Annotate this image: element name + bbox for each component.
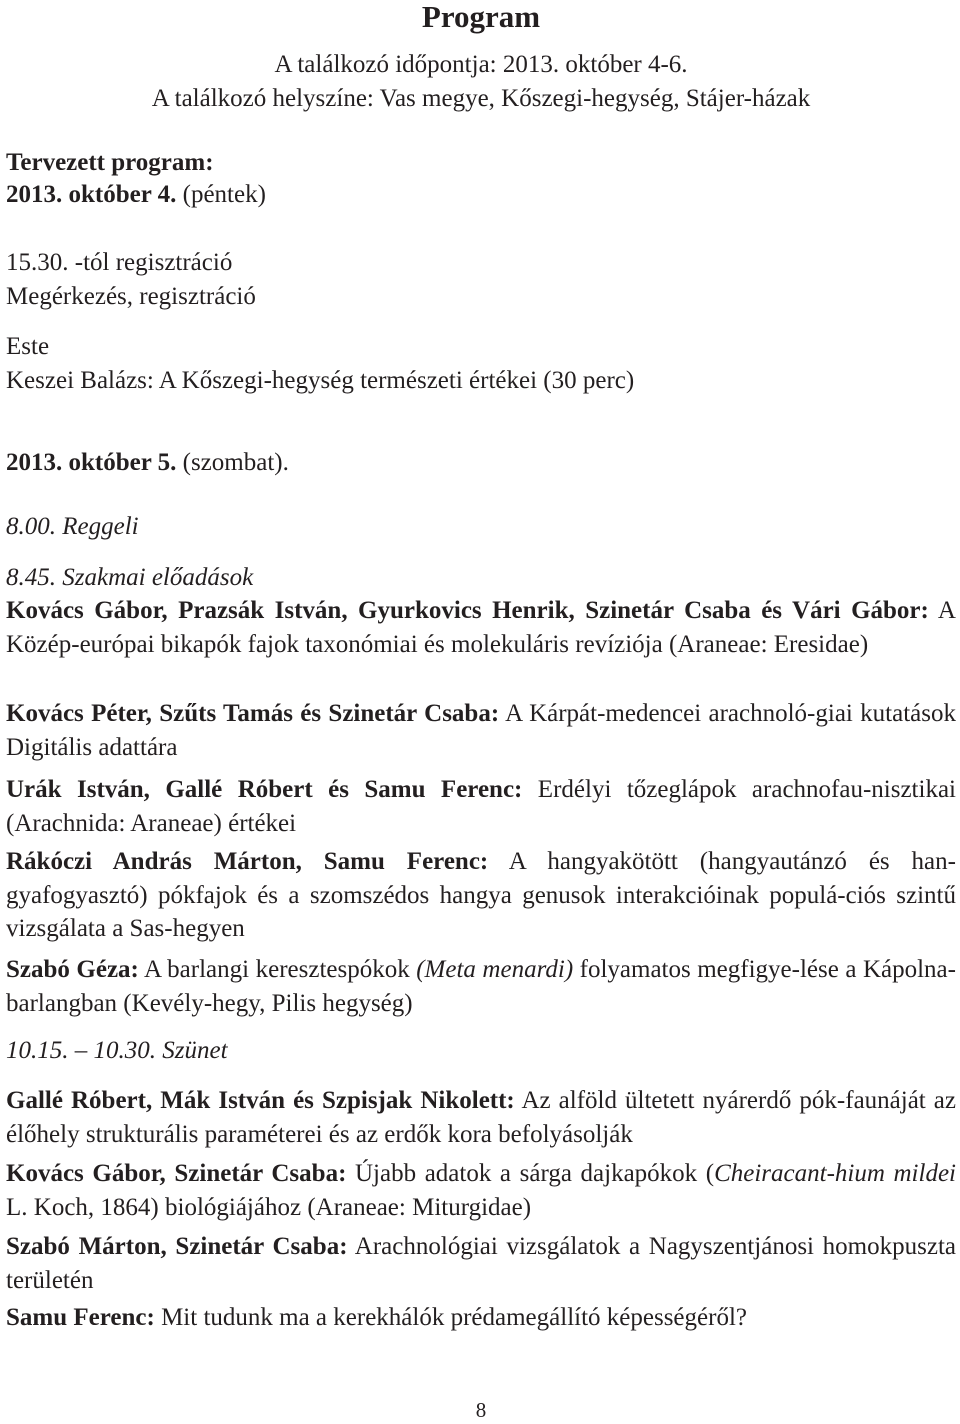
page-title: Program [421, 0, 541, 34]
evening-talk: Keszei Balázs: A Kőszegi-hegység természeti értékei (30 perc) [6, 367, 635, 394]
talk-item: Gallé Róbert, Mák István és Szpisjak Nikolett: Az alföld ültetett nyárerdő pók-faunáját az élőhely strukturális paraméterei és az erdők kora befolyásolják [6, 1087, 956, 1148]
talk-item: Urák István, Gallé Róbert és Samu Ferenc: Erdélyi tőzeglápok arachnofau-nisztikai (Arachnida: Araneae) értékei [6, 776, 956, 837]
talk-item: Kovács Gábor, Prazsák István, Gyurkovics Henrik, Szinetár Csaba és Vári Gábor: A Közép-európai bikapók fajok taxonómiai és molekuláris revíziója (Araneae: Eresidae) [6, 597, 956, 658]
talk-item: Kovács Péter, Szűts Tamás és Szinetár Csaba: A Kárpát-medencei arachnoló-giai kutatások Digitális adattára [6, 700, 956, 761]
registration-time: 15.30. -tól regisztráció [6, 249, 233, 276]
page-number: 8 [475, 1398, 487, 1422]
talk-item: Szabó Géza: A barlangi keresztespókok (Meta menardi) folyamatos megfigye-lése a Kápolna-barlangban (Kevély-hegy, Pilis hegység) [6, 956, 956, 1017]
planned-program-label: Tervezett program: [6, 149, 214, 176]
breakfast: 8.00. Reggeli [6, 513, 139, 540]
talk-item: Kovács Gábor, Szinetár Csaba: Újabb adatok a sárga dajkapókok (Cheiracant-hium mildei L. Koch, 1864) biológiájához (Araneae: Miturgidae) [6, 1160, 956, 1221]
meeting-place: A találkozó helyszíne: Vas megye, Kőszegi-hegység, Stájer-házak [151, 85, 811, 112]
talk-item: Szabó Márton, Szinetár Csaba: Arachnológiai vizsgálatok a Nagyszentjánosi homokpuszta területén [6, 1233, 956, 1294]
break-time: 10.15. – 10.30. Szünet [6, 1037, 228, 1064]
meeting-date: A találkozó időpontja: 2013. október 4-6. [274, 51, 688, 78]
day2-heading: 2013. október 5. (szombat). [6, 449, 289, 476]
talk-item: Samu Ferenc: Mit tudunk ma a kerekhálók prédamegállító képességéről? [6, 1304, 747, 1331]
registration-text: Megérkezés, regisztráció [6, 283, 256, 310]
evening-label: Este [6, 333, 50, 360]
talk-item: Rákóczi András Márton, Samu Ferenc: A hangyakötött (hangyautánzó és han-gyafogyasztó) pókfajok és a szomszédos hangya genusok interakcióinak populá-ciós szintű vizsgálata a Sas-hegyen [6, 848, 956, 942]
day1-heading: 2013. október 4. (péntek) [6, 181, 266, 208]
lectures-time: 8.45. Szakmai előadások [6, 564, 254, 591]
